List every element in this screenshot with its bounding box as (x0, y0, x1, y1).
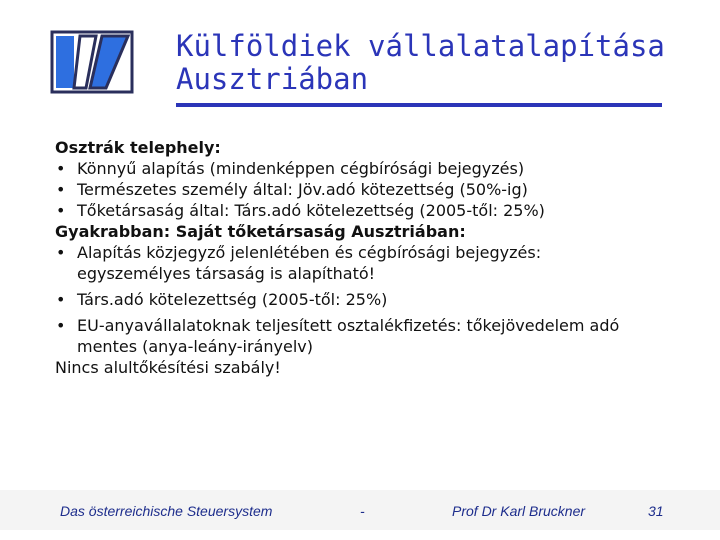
list-item: • Tőketársaság által: Társ.adó kötelezettség (2005-től: 25%) (56, 201, 545, 220)
title-line-2: Ausztriában (176, 62, 369, 96)
page-number: 31 (648, 503, 664, 519)
footer-author: Prof Dr Karl Bruckner (452, 503, 586, 519)
heading-austrian-branch: Osztrák telephely: (55, 138, 221, 157)
slide-title (176, 30, 696, 96)
list-item: • Könnyű alapítás (mindenképpen cégbírósági bejegyzés) (56, 159, 525, 178)
list-item: • Társ.adó kötelezettség (2005-től: 25%) (56, 290, 388, 309)
footer-separator: - (360, 503, 365, 519)
title-line-1: Külföldiek vállalatalapítása (176, 29, 665, 63)
footer-title: Das österreichische Steuersystem (60, 503, 273, 519)
heading-own-company: Gyakrabban: Saját tőketársaság Ausztriában: (55, 222, 466, 241)
institution-logo-icon (50, 30, 134, 94)
slide-body (55, 137, 705, 378)
list-item: • EU-anyavállalatoknak teljesített osztalékfizetés: tőkejövedelem adó mentes (anya-leány-irányelv) (56, 316, 620, 356)
list-item: • Természetes személy által: Jöv.adó kötezettség (50%-ig) (56, 180, 528, 199)
closing-statement: Nincs alultőkésítési szabály! (55, 358, 281, 377)
slide-footer (0, 490, 720, 530)
list-item: • Alapítás közjegyző jelenlétében és cégbírósági bejegyzés: egyszemélyes társaság is alapítható! (56, 243, 542, 283)
title-underline (176, 103, 662, 107)
